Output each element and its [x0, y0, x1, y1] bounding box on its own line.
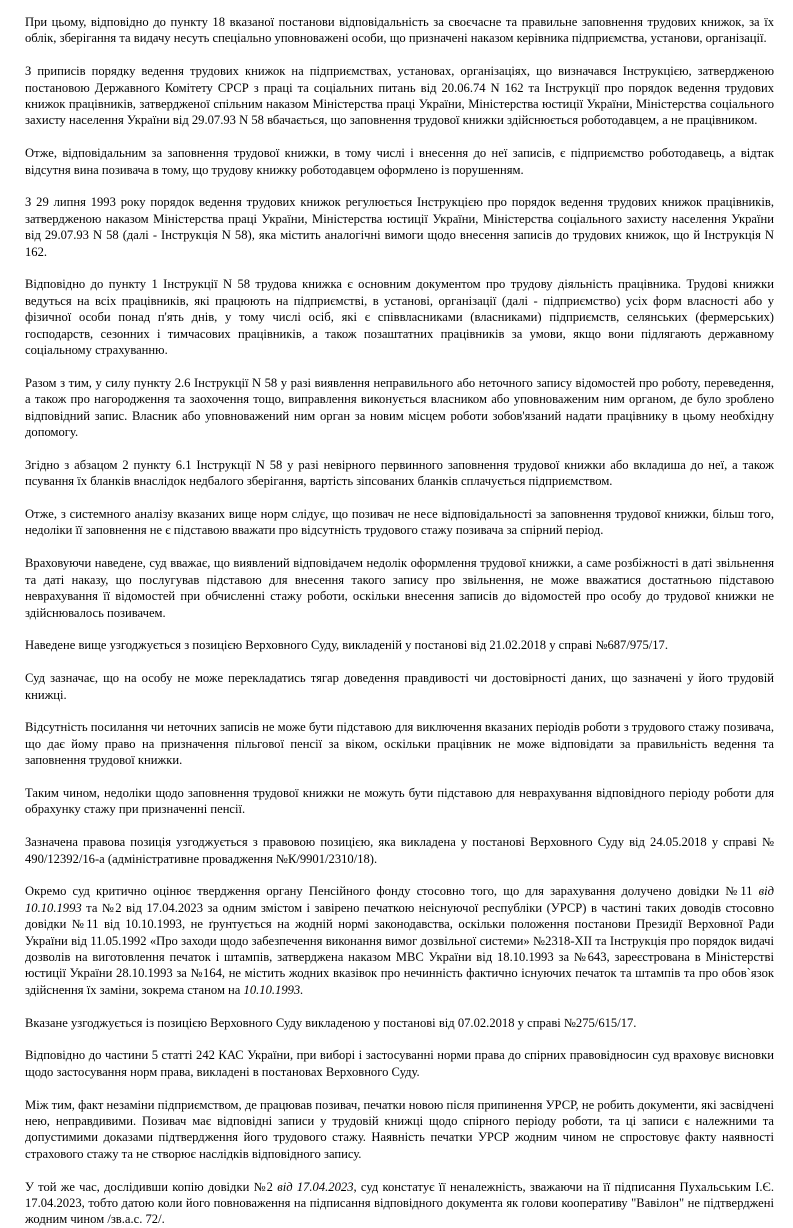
text-run: Разом з тим, у силу пункту 2.6 Інструкції N 58 у разі виявлення неправильного або неточного запису відомостей про роботу, переведення, а також про нагородження та заохочення тощо, виправлення виконується власником або уповноваженим ним органом, де було зроблено відповідний запис. Власник або уповноважений ним орган за новим місцем роботи зобов'язаний надати працівнику в цьому необхідну допомогу. — [25, 375, 774, 440]
text-run: Враховуючи наведене, суд вважає, що виявлений відповідачем недолік оформлення трудової книжки, а саме розбіжності в даті звільнення та даті наказу, що послугував підставою для внесення такого запису про звільнення, не може вважатися достатньою підставою неврахування її відомостей при обчисленні стажу роботи, оскільки внесення записів до відомостей про особу до трудової книжки не здійснювалось позивачем. — [25, 556, 774, 620]
paragraph — [25, 63, 774, 129]
text-run: Відсутність посилання чи неточних записів не може бути підставою для виключення вказаних періодів роботи з трудового стажу позивача, що дає йому право на призначення пільгової пенсії за віком, оскільки працівник не може відповідати за правильність ведення та заповнення трудової книжки. — [25, 720, 774, 768]
paragraph — [25, 375, 774, 441]
paragraph — [25, 555, 774, 621]
paragraph — [25, 457, 774, 490]
paragraph — [25, 670, 774, 703]
paragraph — [25, 1097, 774, 1163]
text-run: Отже, відповідальним за заповнення трудової книжки, в тому числі і внесення до неї записів, є підприємство роботодавець, а відтак відсутня вина позивача в тому, що трудову книжку роботодавцем оформлено із порушенням. — [25, 146, 774, 177]
paragraph — [25, 883, 774, 998]
text-run: Вказане узгоджується із позицією Верховного Суду викладеною у постанові від 07.02.2018 у справі №275/615/17. — [25, 1015, 637, 1030]
italic-text: від 10.10.1993 — [25, 884, 774, 915]
text-run: Згідно з абзацом 2 пункту 6.1 Інструкції N 58 у разі невірного первинного заповнення трудової книжки або вкладиша до неї, а також псування їх бланків внаслідок недбалого зберігання, вартість зіпсованих бланків сплачується підприємством. — [25, 457, 774, 489]
text-run: Наведене вище узгоджується з позицією Верховного Суду, викладеній у постанові від 21.02.2018 у справі №687/975/17. — [25, 638, 668, 653]
paragraph — [25, 785, 774, 818]
text-run: Таким чином, недоліки щодо заповнення трудової книжки не можуть бути підставою для неврахування відповідного періоду роботи для обрахунку стажу при призначенні пенсії. — [25, 785, 774, 817]
paragraph — [25, 506, 774, 539]
paragraph — [25, 834, 774, 867]
italic-text: 10.10.1993. — [243, 982, 304, 997]
paragraph — [25, 1015, 774, 1031]
paragraph — [25, 145, 774, 178]
text-run: Отже, з системного аналізу вказаних вище норм слідує, що позивач не несе відповідальності за заповнення трудової книжки, більш того, недоліки її заповнення не є підставою вважати про відсутність трудового стажу позивача за спірний період. — [25, 507, 774, 538]
paragraph — [25, 719, 774, 768]
text-run: Окремо суд критично оцінює твердження органу Пенсійного фонду стосовно того, що для зарахування долучено довідки №11 — [25, 884, 759, 899]
text-run: Між тим, факт незаміни підприємством, де працював позивач, печатки новою після припинення УРСР, не робить документи, які засвідчені нею, неправдивими. Позивач має відповідні записи у трудовій книжці щодо спірного періоду роботи, та ці записи є належними та допустимими доказами підтвердження його трудового стажу. Наявність печатки УРСР жодним чином не спростовує факту наявності страхового стажу та не створює наслідків відповідного запису. — [25, 1097, 774, 1161]
italic-text: від 17.04.2023 — [277, 1179, 354, 1194]
paragraph — [25, 194, 774, 260]
text-run: та №2 від 17.04.2023 за одним змістом і завірено печаткою неіснуючої республіки (УРСР) в частині таких доводів стосовно довідки №11 від 10.10.1993, не ґрунтується на жодній нормі законодавства, оскільки положення постанови Президії Верховної Ради України від 11.05.1992 «Про заходи щодо забезпечення виконання вимог дозвільної системи» №2318-XII та Інструкція про порядок видачі дозволів на виготовлення печаток і штампів, затверджена наказом МВС України від 18.10.1993 за №643, зареєстрована в Міністерстві юстиції України 28.10.1993 за №164, не містить жодних вказівок про нечинність фактично існуючих печаток та штампів та про обов`язок здійснення їх заміни, зокрема станом на — [25, 900, 774, 997]
paragraph — [25, 1179, 774, 1228]
paragraph — [25, 1047, 774, 1080]
paragraph — [25, 637, 774, 653]
text-run: З приписів порядку ведення трудових книжок на підприємствах, установах, організаціях, що визначався Інструкцією, затвердженою постановою Державного Комітету СРСР з праці та соціальних питань від 20.06.74 N 162 та Інструкції про порядок ведення трудових книжок працівників, затвердженої спільним наказом Міністерства праці України, Міністерства юстиції України, Міністерства соціального захисту населення України від 29.07.93 N 58 вбачається, що заповнення трудової книжки здійснюється роботодавцем, а не працівником. — [25, 64, 774, 128]
text-run: У той же час, дослідивши копію довідки №2 — [25, 1179, 278, 1194]
text-run: Суд зазначає, що на особу не може перекладатись тягар доведення правдивості чи достовірності даних, що зазначені у його трудовій книжці. — [25, 671, 774, 702]
text-run: Зазначена правова позиція узгоджується з правовою позицією, яка викладена у постанові Верховного Суду від 24.05.2018 у справі № 490/12392/16-а (адміністративне провадження №К/9901/2310/18). — [25, 835, 774, 866]
text-run: З 29 липня 1993 року порядок ведення трудових книжок регулюється Інструкцією про порядок ведення трудових книжок працівників, затвердженою наказом Міністерства праці України, Міністерства юстиції України, Міністерства соціального захисту населення України від 29.07.93 N 58 (далі - Інструкція N 58), яка містить аналогічні вимоги щодо внесення записів до трудових книжок, що й Інструкція N 162. — [25, 195, 774, 259]
text-run: , суд констатує її неналежність, зважаючи на її підписання Пухальським І.Є. 17.04.2023, тобто датою коли його повноваження на підписання відповідного документа як голови кооперативу "Вавілон" не підтверджені жодним чином /зв.а.с. 72/. — [25, 1179, 774, 1227]
text-run: Відповідно до частини 5 статті 242 КАС України, при виборі і застосуванні норми права до спірних правовідносин суд враховує висновки щодо застосування норм права, викладені в постановах Верховного Суду. — [25, 1048, 774, 1079]
text-run: Відповідно до пункту 1 Інструкції N 58 трудова книжка є основним документом про трудову діяльність працівника. Трудові книжки ведуться на всіх працівників, які працюють на підприємстві, в установі, організації (далі - підприємство) усіх форм власності або у фізичної особи понад п'ять днів, у тому числі осіб, які є співвласниками (власниками) підприємств, селянських (фермерських) господарств, сезонних і тимчасових працівників, а також позаштатних працівників за умови, якщо вони підлягають державному соціальному страхуванню. — [25, 277, 774, 358]
paragraph — [25, 14, 774, 47]
paragraph — [25, 276, 774, 358]
text-run: При цьому, відповідно до пункту 18 вказаної постанови відповідальність за своєчасне та правильне заповнення трудових книжок, за їх облік, зберігання та видачу несуть спеціально уповноважені особи, що призначені наказом керівника підприємства, установи, організації. — [25, 15, 774, 46]
